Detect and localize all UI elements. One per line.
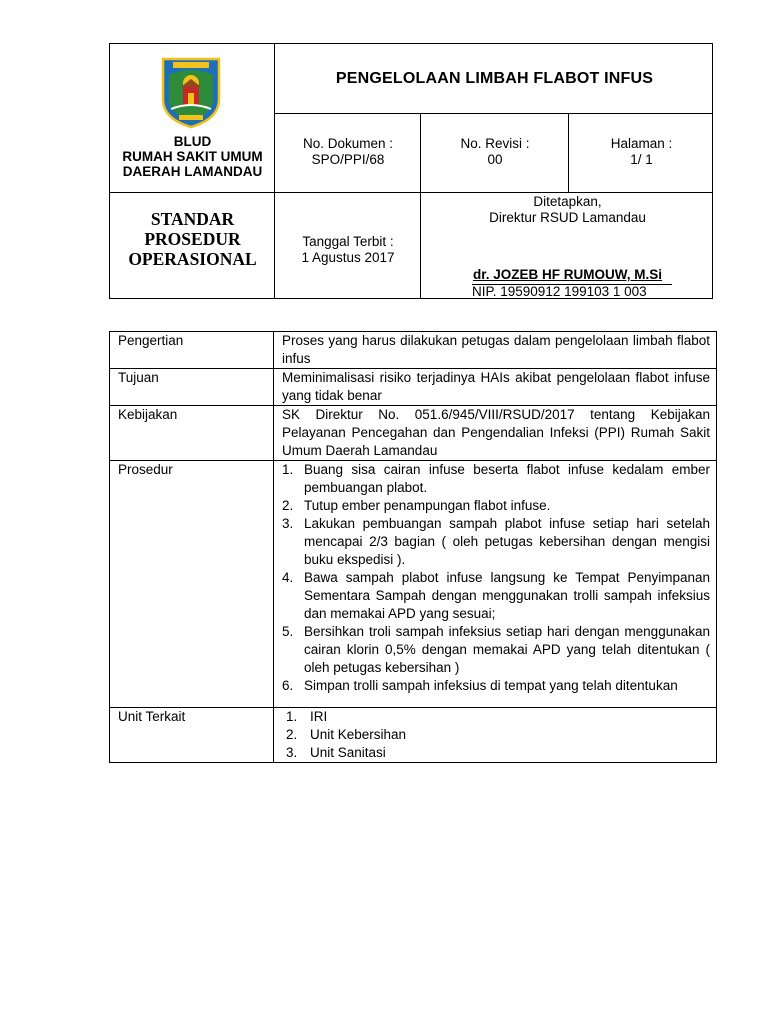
table-row (110, 708, 717, 763)
step-text: Lakukan pembuangan sampah plabot infuse setiap hari setelah mencapai 2/3 bagian ( oleh petugas kebersihan dengan mengisi buku ekspedisi ). (304, 516, 710, 567)
list-item: 4. Bawa sampah plabot infuse langsung ke Tempat Penyimpanan Sementara Sampah dengan menggunakan trolli sampah infeksius dan memakai APD yang sesuai; (282, 570, 710, 621)
hospital-line: DAERAH LAMANDAU (122, 164, 263, 179)
row-label: Unit Terkait (110, 708, 274, 763)
table-row (110, 332, 717, 369)
list-item: 2. Tutup ember penampungan flabot infuse. (282, 498, 551, 513)
units-cell (274, 708, 717, 763)
row-label: Pengertian (110, 332, 274, 369)
procedure-cell (274, 461, 717, 708)
signer-nip: NIP. 19590912 199103 1 003 (472, 284, 647, 299)
sop-line: PROSEDUR (144, 229, 241, 249)
approval-block (421, 194, 714, 226)
row-label: Tujuan (110, 369, 274, 406)
hospital-line: BLUD (173, 134, 212, 149)
page-label: Halaman : (610, 136, 673, 151)
divider (274, 192, 713, 193)
document-number (275, 136, 421, 168)
sop-content-table (109, 331, 717, 763)
page-number (569, 136, 714, 168)
approver-title: Direktur RSUD Lamandau (489, 210, 646, 225)
list-item: 6. Simpan trolli sampah infeksius di tempat yang telah ditentukan (282, 678, 678, 693)
list-item: 1. IRI (286, 709, 328, 724)
sop-heading (110, 209, 275, 269)
unit-text: Unit Sanitasi (310, 745, 386, 760)
step-text: Bersihkan troli sampah infeksius setiap hari dengan menggunakan cairan klorin 0,5% dengan memakai APD yang telah ditentukan ( oleh petugas kebersihan ) (304, 624, 710, 675)
procedure-steps (282, 461, 710, 707)
issue-date (275, 234, 421, 266)
signer-name: dr. JOZEB HF RUMOUW, M.Si (472, 267, 662, 282)
row-label: Kebijakan (110, 406, 274, 461)
row-text: SK Direktur No. 051.6/945/VIII/RSUD/2017 tentang Kebijakan Pelayanan Pencegahan dan Pengendalian Infeksi (PPI) Rumah Sakit Umum Daerah Lamandau (274, 406, 717, 461)
page-value: 1/ 1 (630, 152, 653, 167)
signer-name-wrap (421, 267, 714, 283)
revision-label: No. Revisi : (460, 136, 530, 151)
hospital-line: RUMAH SAKIT UMUM (122, 149, 263, 164)
hospital-name (110, 134, 275, 179)
row-label: Prosedur (110, 461, 274, 708)
revision-number (421, 136, 569, 168)
unit-text: IRI (310, 709, 328, 724)
step-text: Buang sisa cairan infuse beserta flabot infuse kedalam ember pembuangan plabot. (304, 462, 710, 495)
revision-value: 00 (487, 152, 503, 167)
list-item: 2. Unit Kebersihan (286, 727, 407, 742)
sop-line: OPERASIONAL (128, 249, 257, 269)
document-title: PENGELOLAAN LIMBAH FLABOT INFUS (335, 70, 654, 87)
step-text: Simpan trolli sampah infeksius di tempat yang telah ditentukan (304, 678, 678, 693)
lamandau-regency-logo (159, 55, 223, 129)
table-row (110, 461, 717, 708)
row-text: Proses yang harus dilakukan petugas dalam pengelolaan limbah flabot infus (274, 332, 717, 369)
document-number-label: No. Dokumen : (302, 136, 394, 151)
list-item: 3. Lakukan pembuangan sampah plabot infuse setiap hari setelah mencapai 2/3 bagian ( oleh petugas kebersihan dengan mengisi buku ekspedisi ). (282, 516, 710, 567)
row-text: Meminimalisasi risiko terjadinya HAIs akibat pengelolaan flabot infuse yang tidak benar (274, 369, 717, 406)
list-item: 1. Buang sisa cairan infuse beserta flabot infuse kedalam ember pembuangan plabot. (282, 462, 710, 495)
step-text: Bawa sampah plabot infuse langsung ke Tempat Penyimpanan Sementara Sampah dengan menggunakan trolli sampah infeksius dan memakai APD yang sesuai; (304, 570, 710, 621)
related-units (282, 708, 710, 762)
table-row (110, 369, 717, 406)
list-item: 3. Unit Sanitasi (286, 745, 386, 760)
document-number-value: SPO/PPI/68 (311, 152, 385, 167)
step-text: Tutup ember penampungan flabot infuse. (304, 498, 551, 513)
header-table (109, 43, 713, 299)
unit-text: Unit Kebersihan (310, 727, 407, 742)
divider (110, 192, 275, 193)
table-row (110, 406, 717, 461)
list-item: 5. Bersihkan troli sampah infeksius setiap hari dengan menggunakan cairan klorin 0,5% dengan memakai APD yang telah ditentukan ( oleh petugas kebersihan ) (282, 624, 710, 675)
issue-date-label: Tanggal Terbit : (302, 234, 394, 249)
approval-label: Ditetapkan, (533, 194, 602, 209)
sop-line: STANDAR (150, 209, 235, 229)
issue-date-value: 1 Agustus 2017 (301, 250, 395, 265)
